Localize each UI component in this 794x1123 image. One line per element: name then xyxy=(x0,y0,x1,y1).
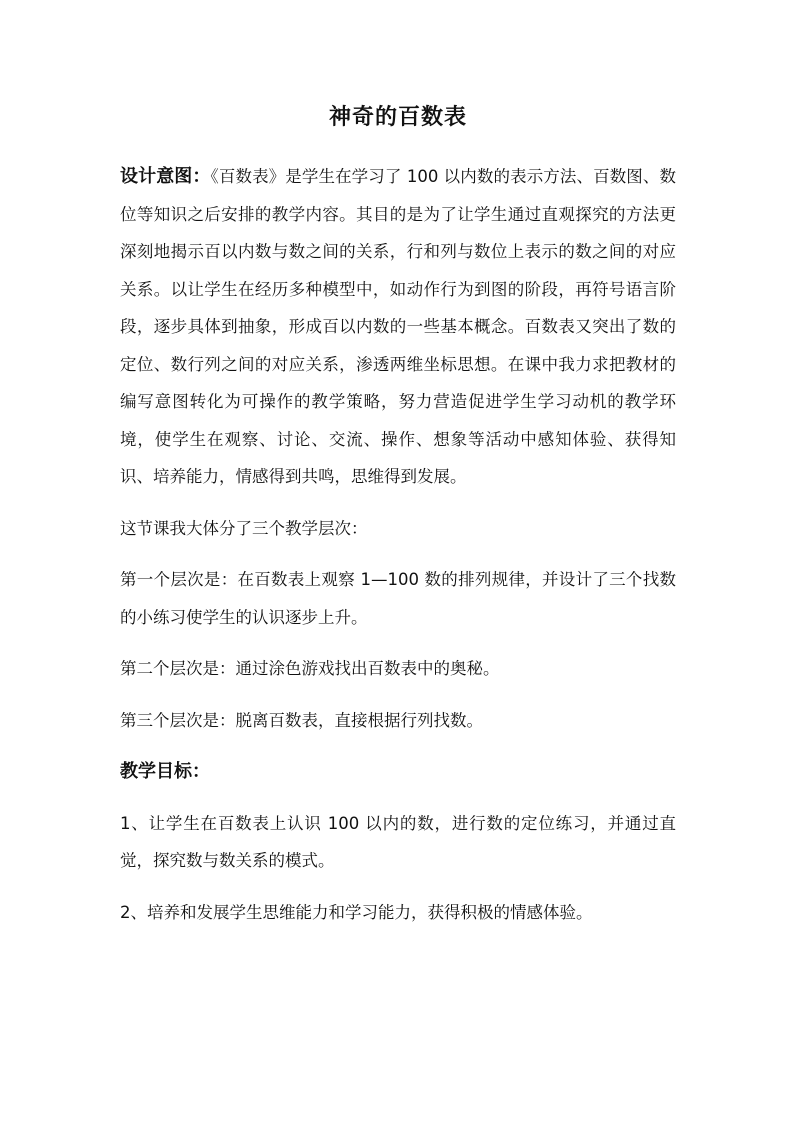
levels-intro: 这节课我大体分了三个教学层次： xyxy=(120,518,368,538)
design-intent-label: 设计意图： xyxy=(120,166,211,187)
goals-heading: 教学目标： xyxy=(120,761,210,782)
level-two: 第二个层次是：通过涂色游戏找出百数表中的奥秘。 xyxy=(120,659,500,678)
goal-two: 2、培养和发展学生思维能力和学习能力，获得积极的情感体验。 xyxy=(120,902,593,922)
goal-one: 1、让学生在百数表上认识 100 以内的数，进行数的定位练习，并通过直觉，探究数与数关系的模式。 xyxy=(120,813,676,870)
design-intent-paragraph xyxy=(120,158,676,496)
level-one: 第一个层次是：在百数表上观察 1—100 数的排列规律，并设计了三个找数的小练习使学生的认识逐步上升。 xyxy=(120,570,676,627)
design-intent-text: 《百数表》是学生在学习了 100 以内数的表示方法、百数图、数位等知识之后安排的教学内容。其目的是为了让学生通过直观探究的方法更深刻地揭示百以内数与数之间的关系，行和列与数位上表示的数之间的对应关系。以让学生在经历多种模型中，如动作行为到图的阶段，再符号语言阶段，逐步具体到抽象，形成百以内数的一些基本概念。百数表又突出了数的定位、数行列之间的对应关系，渗透两维坐标思想。在课中我力求把教材的编写意图转化为可操作的教学策略，努力营造促进学生学习动机的教学环境，使学生在观察、讨论、交流、操作、想象等活动中感知体验、获得知识、培养能力，情感得到共鸣，思维得到发展。 xyxy=(120,167,677,486)
level-three: 第三个层次是：脱离百数表，直接根据行列找数。 xyxy=(120,710,483,730)
document-title: 神奇的百数表 xyxy=(328,105,467,130)
